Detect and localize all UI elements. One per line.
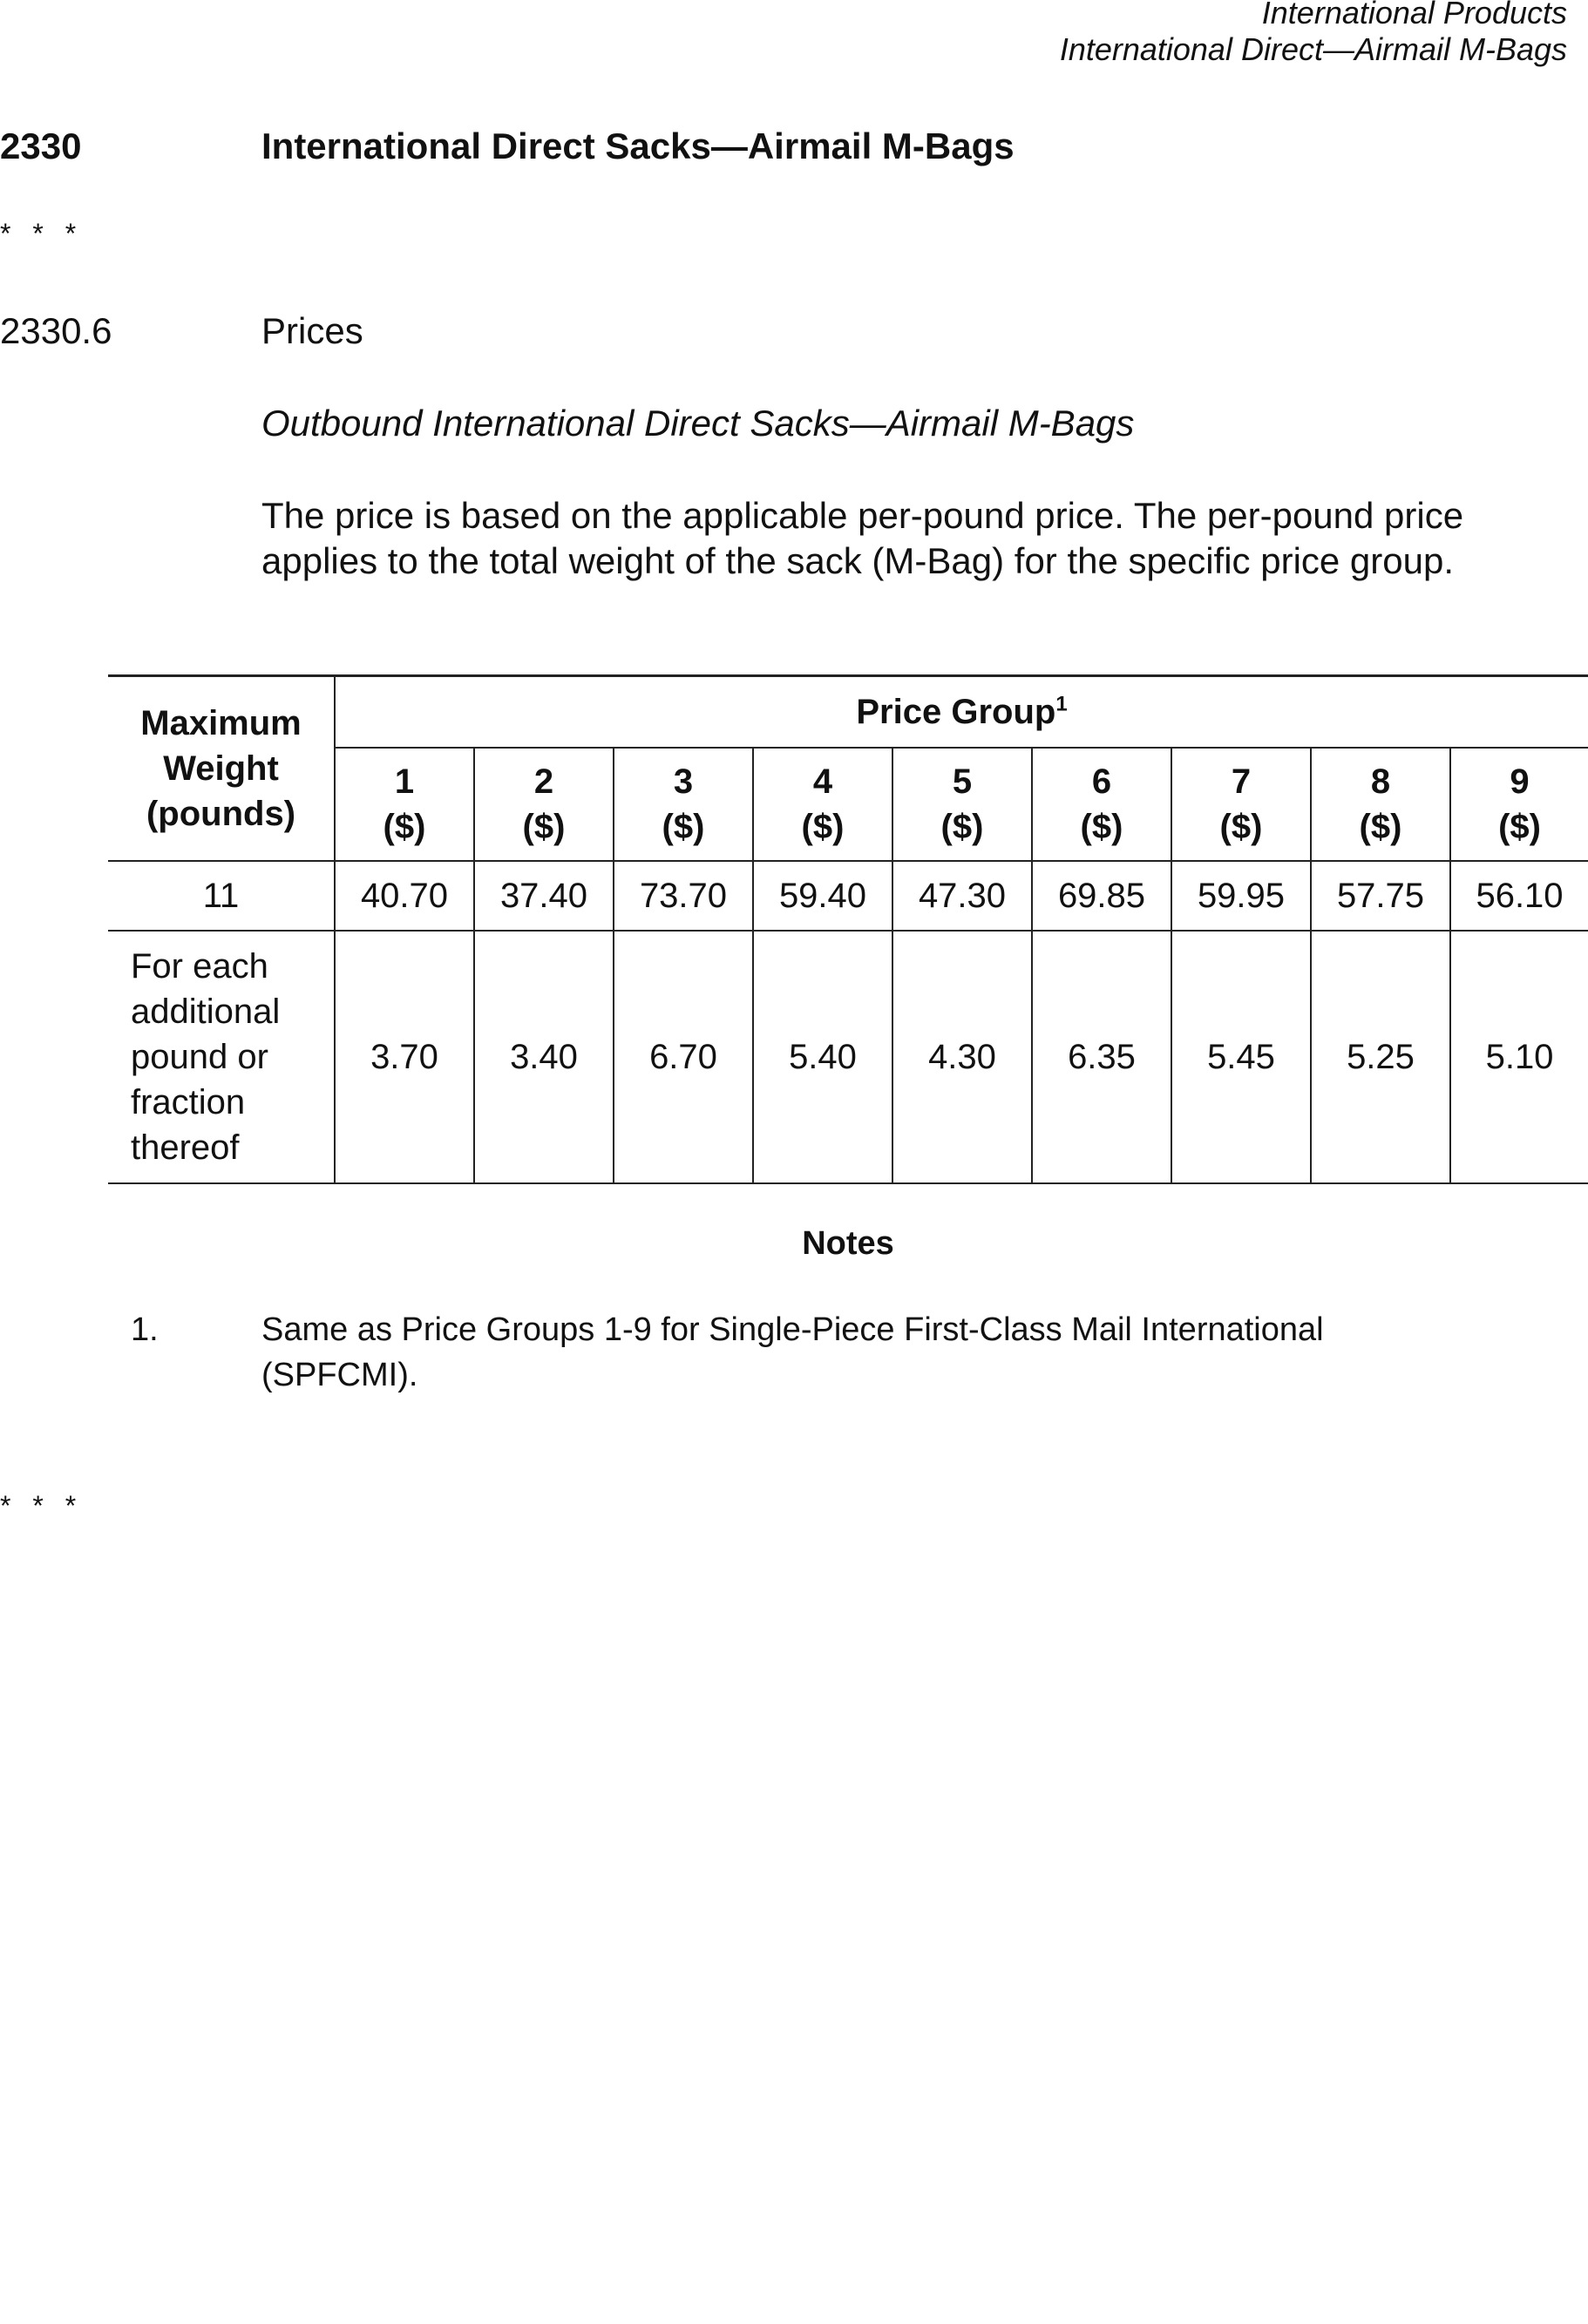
subsection-title: Prices <box>261 310 363 351</box>
price-cell: 5.45 <box>1171 931 1311 1183</box>
label-line: fraction <box>131 1083 246 1121</box>
group-unit: ($) <box>801 808 845 846</box>
price-table <box>108 674 1588 1184</box>
group-number: 4 <box>812 762 833 801</box>
price-cell: 5.25 <box>1311 931 1450 1183</box>
label-line: additional <box>131 993 281 1031</box>
price-cell: 59.95 <box>1171 861 1311 931</box>
price-cell: 69.85 <box>1032 861 1171 931</box>
group-number: 3 <box>673 762 694 801</box>
group-unit: ($) <box>522 808 566 846</box>
max-weight-header <box>108 676 335 862</box>
group-number: 1 <box>394 762 415 801</box>
price-cell: 6.70 <box>614 931 753 1183</box>
price-group-column-header <box>614 748 753 861</box>
group-number: 7 <box>1231 762 1252 801</box>
group-number: 8 <box>1370 762 1391 801</box>
price-cell: 73.70 <box>614 861 753 931</box>
label-line: thereof <box>131 1128 240 1167</box>
note-number: 1. <box>131 1311 159 1348</box>
group-number: 2 <box>533 762 554 801</box>
ellipsis-marker-top: * * * <box>0 218 84 249</box>
price-cell: 59.40 <box>753 861 892 931</box>
note-text: Same as Price Groups 1-9 for Single-Piece First-Class Mail International (SPFCMI). <box>261 1311 1324 1393</box>
group-number: 9 <box>1510 762 1530 801</box>
additional-pound-label-cell <box>108 931 335 1183</box>
notes-heading: Notes <box>802 1225 894 1262</box>
price-group-header-label: Price Group <box>856 693 1056 731</box>
price-group-column-header <box>1032 748 1171 861</box>
max-weight-header-line: Weight <box>163 749 279 788</box>
price-cell: 3.40 <box>474 931 614 1183</box>
header-line-1: International Products <box>1261 0 1567 30</box>
section-title: International Direct Sacks—Airmail M-Bags <box>261 125 1015 166</box>
group-number: 6 <box>1091 762 1112 801</box>
section-number: 2330 <box>0 125 82 166</box>
price-group-column-header <box>1450 748 1588 861</box>
label-line: For each <box>131 947 268 986</box>
weight-cell: 11 <box>108 861 335 931</box>
price-cell: 4.30 <box>892 931 1032 1183</box>
max-weight-header-line: Maximum <box>140 704 302 742</box>
group-unit: ($) <box>662 808 705 846</box>
price-cell: 57.75 <box>1311 861 1450 931</box>
group-unit: ($) <box>1359 808 1402 846</box>
price-cell: 47.30 <box>892 861 1032 931</box>
price-group-column-header <box>335 748 474 861</box>
table-row <box>108 931 1588 1183</box>
price-group-column-header <box>1171 748 1311 861</box>
price-group-header <box>335 676 1588 749</box>
price-cell: 40.70 <box>335 861 474 931</box>
group-unit: ($) <box>383 808 426 846</box>
table-heading: Outbound International Direct Sacks—Airmail M-Bags <box>261 403 1135 444</box>
description-paragraph: The price is based on the applicable per-pound price. The per-pound price applies to the total weight of the sack (M-Bag) for the specific price group. <box>261 495 1464 581</box>
group-number: 5 <box>952 762 973 801</box>
group-unit: ($) <box>1219 808 1263 846</box>
table-row <box>108 861 1588 931</box>
price-group-column-header <box>753 748 892 861</box>
price-cell: 6.35 <box>1032 931 1171 1183</box>
footnote-marker: 1 <box>1055 692 1068 716</box>
max-weight-header-line: (pounds) <box>146 795 296 833</box>
price-cell: 5.40 <box>753 931 892 1183</box>
group-unit: ($) <box>940 808 984 846</box>
group-unit: ($) <box>1080 808 1123 846</box>
header-line-2: International Direct—Airmail M-Bags <box>1059 31 1567 67</box>
price-group-column-header <box>892 748 1032 861</box>
price-group-column-header <box>474 748 614 861</box>
price-cell: 3.70 <box>335 931 474 1183</box>
subsection-number: 2330.6 <box>0 310 112 351</box>
group-unit: ($) <box>1498 808 1541 846</box>
running-header <box>1060 0 1567 68</box>
price-cell: 5.10 <box>1450 931 1588 1183</box>
label-line: pound or <box>131 1038 268 1076</box>
price-cell: 56.10 <box>1450 861 1588 931</box>
price-cell: 37.40 <box>474 861 614 931</box>
price-group-column-header <box>1311 748 1450 861</box>
ellipsis-marker-bottom: * * * <box>0 1490 84 1521</box>
